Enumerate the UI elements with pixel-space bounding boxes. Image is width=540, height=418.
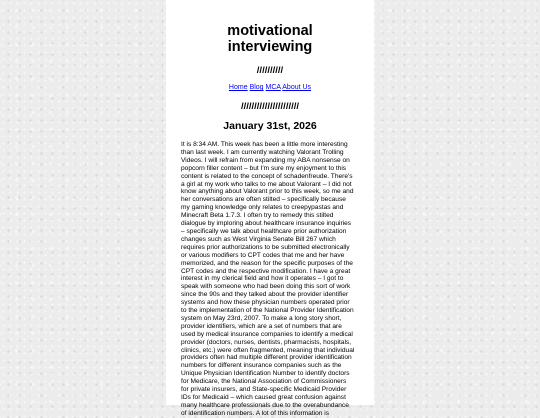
nav-link-home[interactable]: Home [228,84,248,91]
divider-bottom: ////////////////////// [240,101,300,112]
nav-link-about[interactable]: About Us [282,84,312,91]
post-body: It is 8:34 AM. This week has been a little more interesting than last week. I am currently watching Valorant Trolling Videos. I will refrain from expanding my ABA nonsense on popcorn filler content – but I'm sure my enjoyment to this content is related to the concept of schadenfreude. There's a girl at my work who talks to me about Valorant – I did not know anything about Valorant prior to this week, so me and her conversations are often stilted – specifically because my gaming knowledge only relates to creepypastas and Minecraft Beta 1.7.3. I often try to remedy this stilted dialogue by imploring about healthcare insurance inquiries – specifically we talk about healthcare prior authorization changes such as West Virginia Senate Bill 267 which requires prior authorizations to be submitted electronically or various modifiers to CPT codes that me and her have memorized, and the reason for the specific purposes of the CPT codes and the respective modification. I have a great interest in my clerical field and how it operates – I got to speak with someone who had been doing this sort of work since the 90s and they talked about the provider identifier systems and how these physician numbers operated prior to the implementation of the National Provider Identification system on May 23rd, 2007. To make a long story short, provider identifiers, which are a set of numbers that are used by medical insurance companies to identify a medical provider (doctors, nurses, dentists, pharmacists, hospitals, clinics, etc.) were often fragmented, meaning that individual providers often had multiple different provider identification numbers for different insurance companies such as the Unique Physician Identification Number to identify doctors for Medicare, the National Association of Commissioners for private insurers, and State-specific Medicaid Provider IDs for Medicaid – which caused great confusion against many healthcare professionals due to the overabundance of identification numbers. A lot of this information is [181,141,355,417]
post-date: January 31st, 2026 [223,120,317,132]
divider-top: ////////// [256,65,284,76]
content-column [166,0,374,417]
nav-bar [166,84,374,91]
site-title-line2: interviewing [227,39,313,55]
site-title [166,23,374,55]
nav-link-mca[interactable]: MCA [265,84,281,91]
site-title-line1: motivational [227,23,313,39]
nav-link-blog[interactable]: Blog [249,84,264,91]
